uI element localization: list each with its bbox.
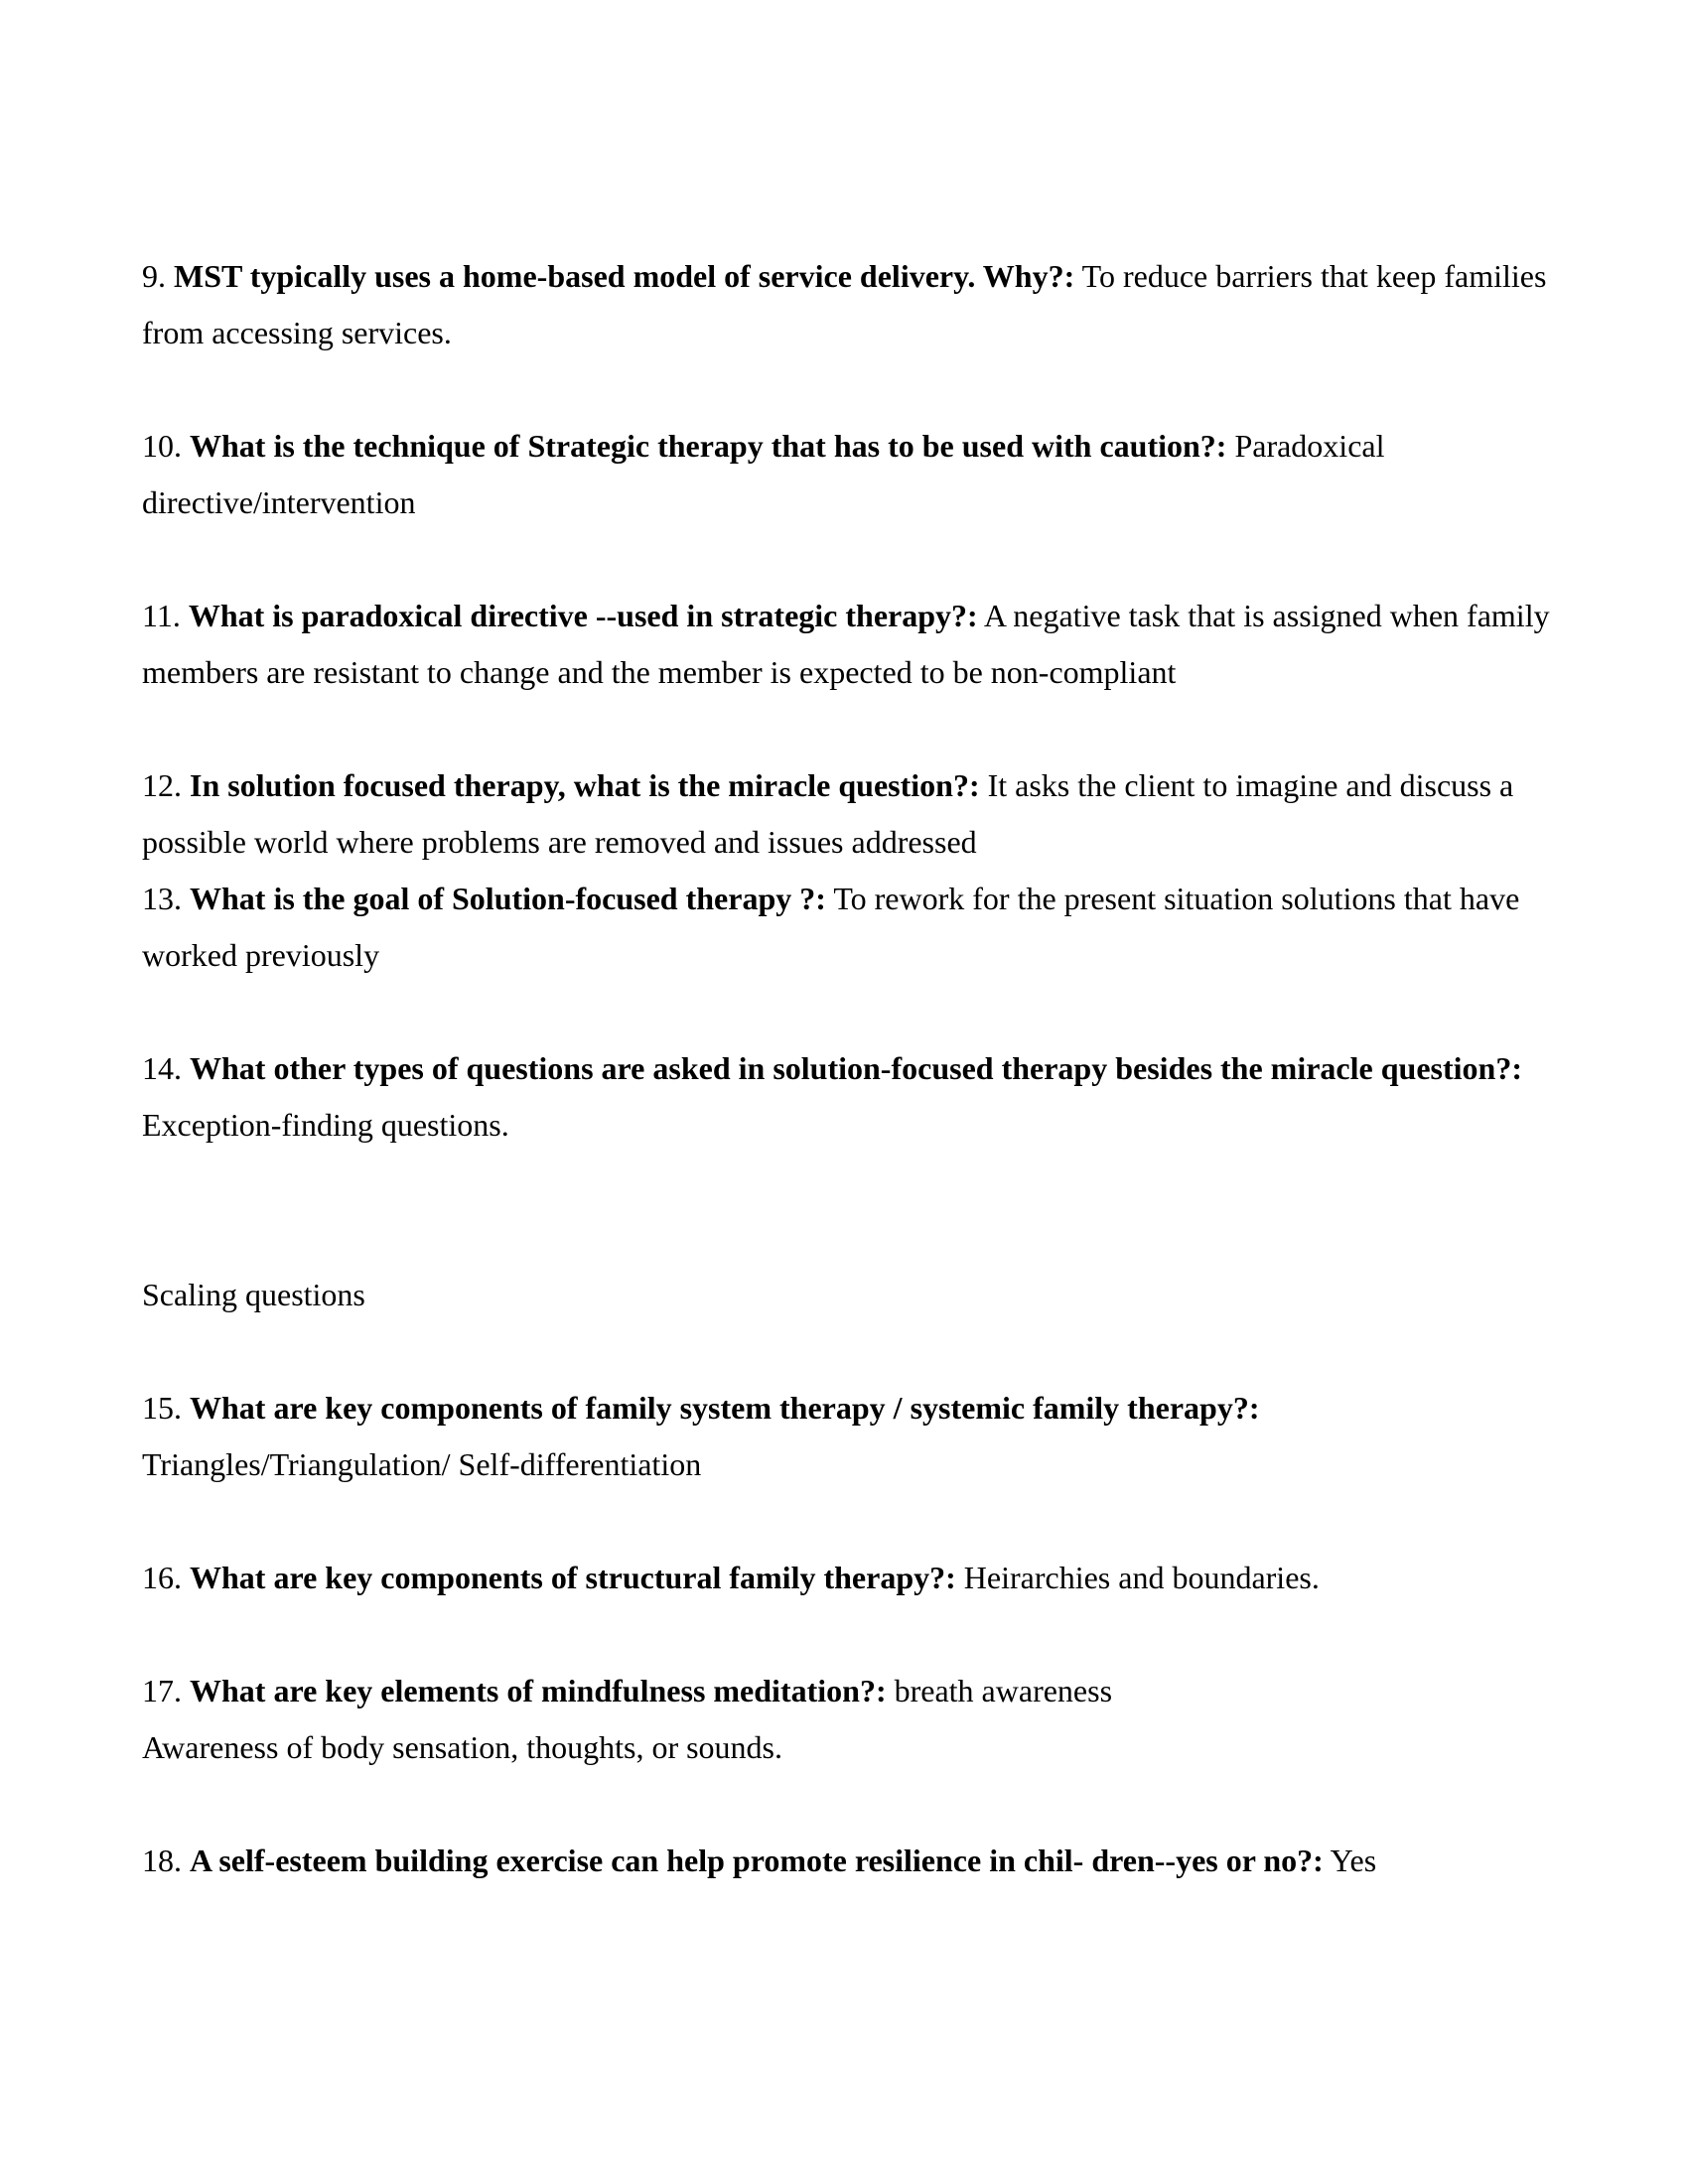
qa-item-9	[142, 248, 1556, 361]
answer-text: A negative task that is assigned when family members are resistant to change and the member is expected to be non-compliant	[142, 598, 1550, 690]
answer-text: To rework for the present situation solutions that have worked previously	[142, 881, 1520, 973]
question-number: 15.	[142, 1390, 182, 1426]
qa-item-14	[142, 1040, 1556, 1154]
question-number: 14.	[142, 1050, 182, 1086]
question-number: 16.	[142, 1560, 182, 1595]
qa-item-16	[142, 1550, 1556, 1606]
question-number: 10.	[142, 428, 182, 464]
answer-text: Triangles/Triangulation/ Self-differentiation	[142, 1446, 702, 1482]
question-text: What are key elements of mindfulness meditation?:	[190, 1673, 887, 1708]
qa-item-15	[142, 1380, 1556, 1493]
qa-item-12	[142, 757, 1556, 871]
answer-text: Exception-finding questions.	[142, 1107, 509, 1143]
qa-item-17	[142, 1663, 1556, 1776]
question-number: 13.	[142, 881, 182, 916]
question-number: 17.	[142, 1673, 182, 1708]
answer-text: breath awareness	[894, 1673, 1113, 1708]
question-number: 11.	[142, 598, 181, 633]
question-text: A self-esteem building exercise can help promote resilience in chil- dren--yes or no?:	[190, 1843, 1324, 1878]
answer-text: Paradoxical directive/intervention	[142, 428, 1385, 520]
question-number: 12.	[142, 767, 182, 803]
answer-text-line2: Awareness of body sensation, thoughts, or sounds.	[142, 1729, 782, 1765]
question-text: What is paradoxical directive --used in strategic therapy?:	[188, 598, 978, 633]
answer-text: It asks the client to imagine and discuss a possible world where problems are removed and issues addressed	[142, 767, 1514, 860]
answer-text: To reduce barriers that keep families from accessing services.	[142, 258, 1547, 350]
question-text: What is the technique of Strategic therapy that has to be used with caution?:	[190, 428, 1227, 464]
question-text: What is the goal of Solution-focused therapy ?:	[190, 881, 826, 916]
qa-item-18	[142, 1833, 1556, 1889]
question-number: 18.	[142, 1843, 182, 1878]
question-text: MST typically uses a home-based model of service delivery. Why?:	[174, 258, 1075, 294]
answer-text: Yes	[1330, 1843, 1377, 1878]
question-number: 9.	[142, 258, 166, 294]
qa-item-10	[142, 418, 1556, 531]
question-text: What other types of questions are asked in solution-focused therapy besides the miracle question?:	[190, 1050, 1522, 1086]
qa-item-11	[142, 588, 1556, 701]
question-text: What are key components of structural family therapy?:	[190, 1560, 956, 1595]
section-line-scaling-questions: Scaling questions	[142, 1277, 365, 1312]
answer-text: Heirarchies and boundaries.	[963, 1560, 1320, 1595]
qa-item-13	[142, 871, 1556, 984]
question-text: What are key components of family system therapy / systemic family therapy?:	[190, 1390, 1260, 1426]
question-text: In solution focused therapy, what is the miracle question?:	[190, 767, 980, 803]
